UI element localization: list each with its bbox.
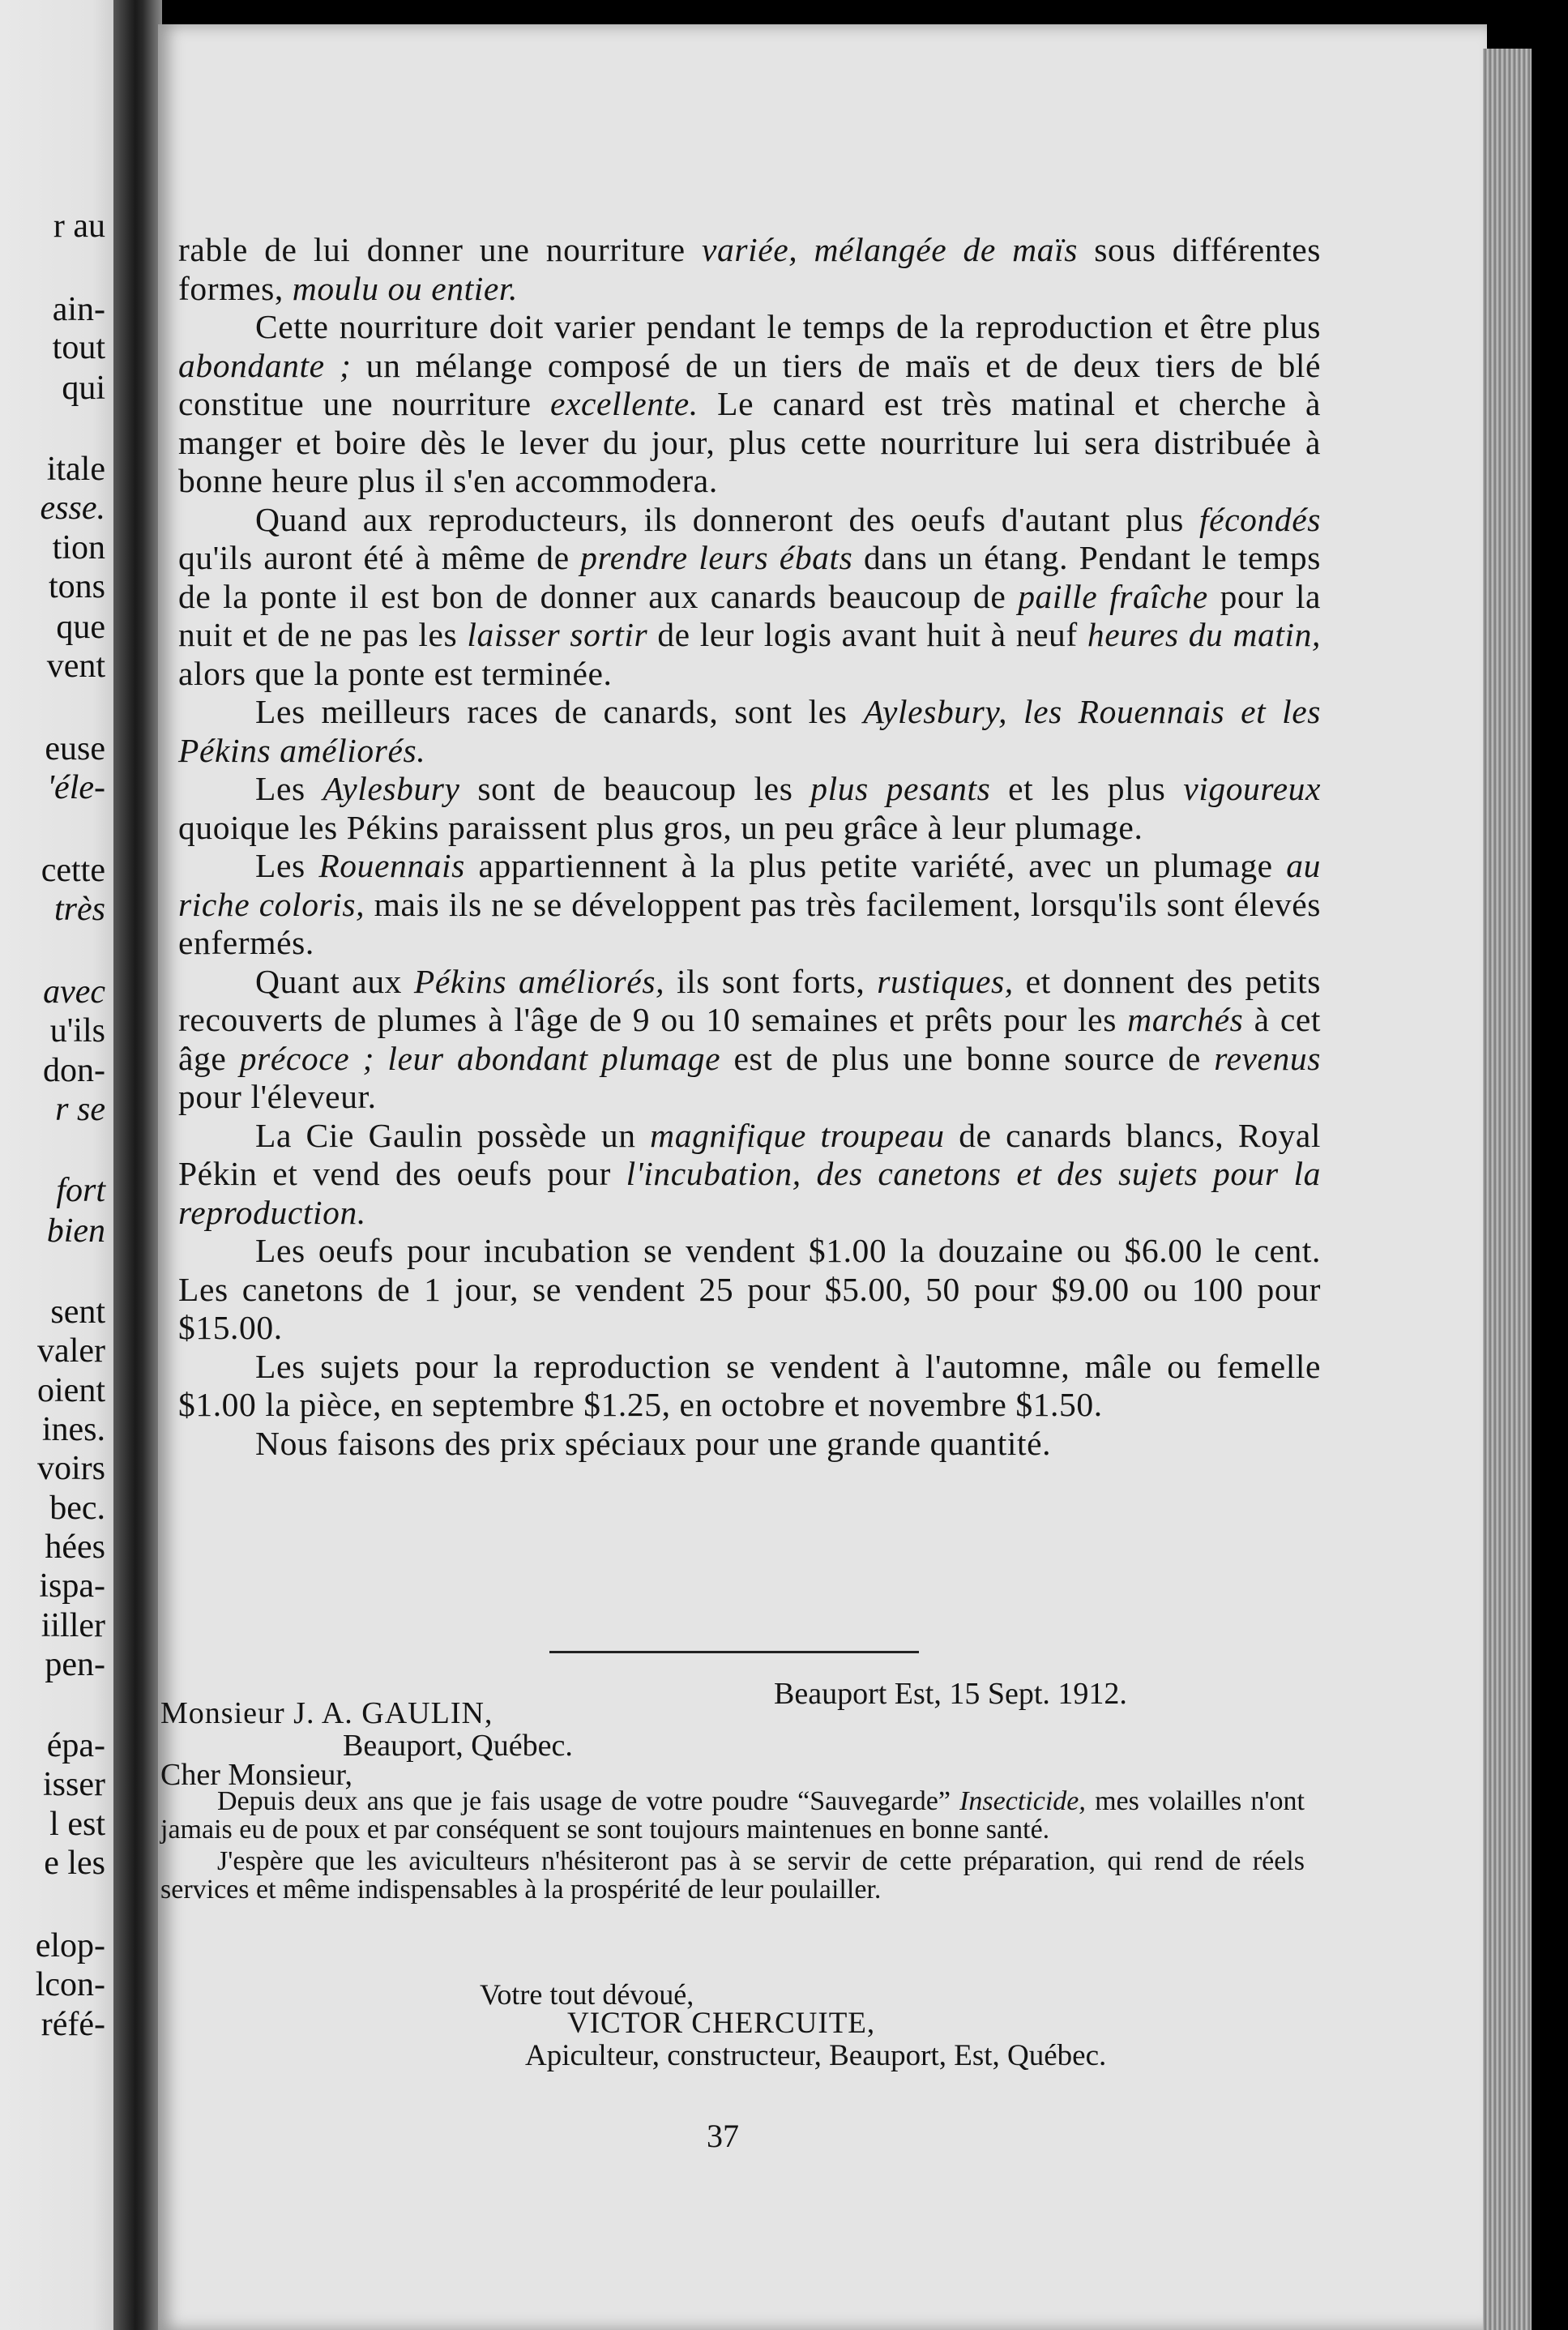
text-run: La Cie Gaulin possède un [255,1116,651,1154]
text-run: alors que la ponte est terminée. [178,654,613,692]
text-run: qu'ils auront été à même de [178,539,581,576]
italic-text: paille fraîche [1018,577,1208,615]
facing-page-text: cette [41,852,105,889]
facing-page-text: euse [45,730,105,767]
facing-page-text: elop- [35,1927,105,1964]
facing-page-text: qui [62,370,105,407]
text-run: quoique les Pékins paraissent plus gros, un peu grâce à leur plumage. [178,808,1143,846]
facing-page-text: avec [43,973,105,1011]
italic-text: moulu ou entier. [292,269,518,307]
paragraph [178,693,1321,770]
facing-page-text: u'ils [49,1012,105,1050]
text-run: et les plus [990,770,1184,807]
italic-text: précoce ; leur abondant plumage [239,1039,721,1077]
italic-text: Insecticide, [959,1786,1086,1816]
facing-page-text: ispa- [39,1567,105,1605]
facing-page-text: très [54,891,105,928]
letter-salutation: Cher Monsieur, [160,1758,352,1792]
facing-page-text: ain- [52,291,105,328]
facing-page-text: que [56,609,105,646]
text-run: rable de lui donner une nourriture [178,231,702,268]
text-run: dans un étang. Pendant le temps de la ponte il est bon de donner aux canards beaucoup de [178,539,1322,615]
letter-paragraph [160,1847,1305,1904]
facing-page-text: lcon- [35,1966,105,2003]
italic-text: Rouennais [318,847,465,884]
facing-page-text: réfé- [41,2006,105,2043]
paragraph [178,963,1321,1117]
italic-text: magnifique troupeau [650,1116,945,1154]
facing-page-text: voirs [37,1450,105,1487]
facing-page-text: vent [46,648,105,685]
text-run: Nous faisons des prix spéciaux pour une grande quantité. [255,1424,1052,1462]
text-run: Le canard est très matinal et cherche à manger et boire dès le lever du jour, plus cette nourriture lui sera distribuée à bonne heure plus il s'en accommodera. [178,385,1321,499]
italic-text: Aylesbury, les Rouennais et les Pékins améliorés. [178,693,1321,769]
text-run: Depuis deux ans que je fais usage de votre poudre “Sauvegarde” [217,1786,960,1816]
facing-page-text: r au [53,207,105,245]
text-run: Quant aux [255,962,414,1000]
text-run: sous différentes formes, [178,231,1321,307]
text-run: Les oeufs pour incubation se vendent $1.00 la douzaine ou $6.00 le cent. Les canetons de 1 jour, se vendent 25 pour $5.00, 50 pour $9.00 ou 100 pour $15.00. [178,1232,1321,1346]
paragraph [178,770,1321,847]
facing-page-text: isser [43,1766,105,1803]
facing-page-text: hées [45,1528,105,1566]
letter-signature-title: Apiculteur, constructeur, Beauport, Est, Québec. [525,2039,1107,2072]
letter-address: Beauport, Québec. [343,1729,573,1763]
facing-page-text: fort [56,1172,105,1209]
facing-page-text: 'éle- [47,769,105,806]
italic-text: l'incubation, des canetons et des sujets pour la reproduction. [178,1155,1321,1231]
facing-page-text: r se [55,1091,105,1128]
text-run: Les sujets pour la reproduction se vendent à l'automne, mâle ou femelle $1.00 la pièce, en septembre $1.25, en octobre et novembre $1.50. [178,1347,1321,1423]
facing-page-text: bien [46,1212,105,1250]
facing-page-text: bec. [49,1490,105,1527]
text-run: pour l'éleveur. [178,1078,377,1115]
page-number: 37 [707,2118,739,2154]
facing-page-text: iiller [41,1607,105,1644]
text-run: Les meilleurs races de canards, sont les [255,693,864,730]
facing-page-text: sent [50,1293,105,1331]
separator-rule [549,1651,919,1653]
text-run: de canards blancs, Royal Pékin et vend des oeufs pour [178,1116,1321,1192]
italic-text: excellente. [549,385,699,422]
page-edges [1483,49,1532,2330]
text-run: Les [255,847,319,884]
facing-page-text: valer [37,1332,105,1370]
italic-text: au riche coloris, [178,847,1321,923]
text-run: de leur logis avant huit à neuf [647,616,1087,653]
paragraph [178,308,1321,501]
italic-text: revenus [1214,1039,1321,1077]
text-run: Quand aux reproducteurs, ils donneront des oeufs d'autant plus [255,500,1199,538]
letter-paragraph [160,1787,1305,1844]
italic-text: marchés [1127,1001,1244,1038]
italic-text: plus pesants [810,770,991,807]
facing-page-text: esse. [40,490,105,527]
italic-text: variée, mélangée de maïs [701,231,1078,268]
text-run: ils sont forts, [664,962,878,1000]
facing-page-text: don- [43,1052,105,1089]
text-run: sont de beaucoup les [459,770,811,807]
letter-closing: Votre tout dévoué, [480,1978,694,2011]
paragraph [178,1232,1321,1348]
paragraph [178,1425,1321,1464]
text-run: pour la nuit et de ne pas les [178,577,1322,653]
text-run: Les [255,770,323,807]
letter-signature: VICTOR CHERCUITE, [567,2007,876,2040]
text-run: appartiennent à la plus petite variété, avec un plumage [464,847,1287,884]
text-run: un mélange composé de un tiers de maïs et de deux tiers de blé constitue une nourriture [178,346,1321,422]
italic-text: prendre leurs ébats [580,539,853,576]
paragraph [178,501,1321,694]
paragraph [178,231,1321,308]
text-run: est de plus une bonne source de [720,1039,1215,1077]
text-run: mes volailles n'ont jamais eu de poux et par conséquent se sont toujours maintenues en bonne santé. [160,1786,1305,1845]
text-run: et donnent des petits recouverts de plumes à l'âge de 9 ou 10 semaines et prêts pour les [178,962,1321,1038]
italic-text: Pékins améliorés, [413,962,665,1000]
italic-text: abondante ; [178,346,352,384]
facing-page-text: tout [52,329,105,366]
italic-text: vigoureux [1183,770,1322,807]
text-run: à cet âge [178,1001,1321,1077]
text-run: J'espère que les aviculteurs n'hésiteront pas à se servir de cette préparation, qui rend de réels services et même indispensables à la prospérité de leur poulailler. [160,1846,1305,1905]
italic-text: laisser sortir [467,616,648,653]
paragraph [178,847,1321,963]
facing-page-text: l est [49,1806,105,1843]
text-run: Cette nourriture doit varier pendant le temps de la reproduction et être plus [255,308,1321,345]
facing-page-text: épa- [46,1727,105,1764]
italic-text: heures du matin, [1087,616,1322,653]
paragraph [178,1117,1321,1233]
text-run: mais ils ne se développent pas très facilement, lorsqu'ils sont élevés enfermés. [178,885,1321,961]
italic-text: Aylesbury [323,770,460,807]
letter-body [160,1787,1305,1904]
facing-page-text: pen- [45,1646,105,1683]
facing-page-text: tons [48,568,105,605]
paragraph [178,1348,1321,1425]
letter-place-date: Beauport Est, 15 Sept. 1912. [774,1677,1127,1711]
facing-page-text: tion [52,529,105,566]
facing-page-text: ines. [41,1411,105,1448]
facing-page-text: oient [37,1372,105,1409]
facing-page-text: e les [44,1845,105,1882]
italic-text: rustiques, [877,962,1014,1000]
letter-addressee: Monsieur J. A. GAULIN, [160,1696,493,1730]
book-gutter [113,0,162,2330]
article-text [178,231,1321,1463]
italic-text: fécondés [1199,500,1321,538]
facing-page-text: itale [46,451,105,488]
